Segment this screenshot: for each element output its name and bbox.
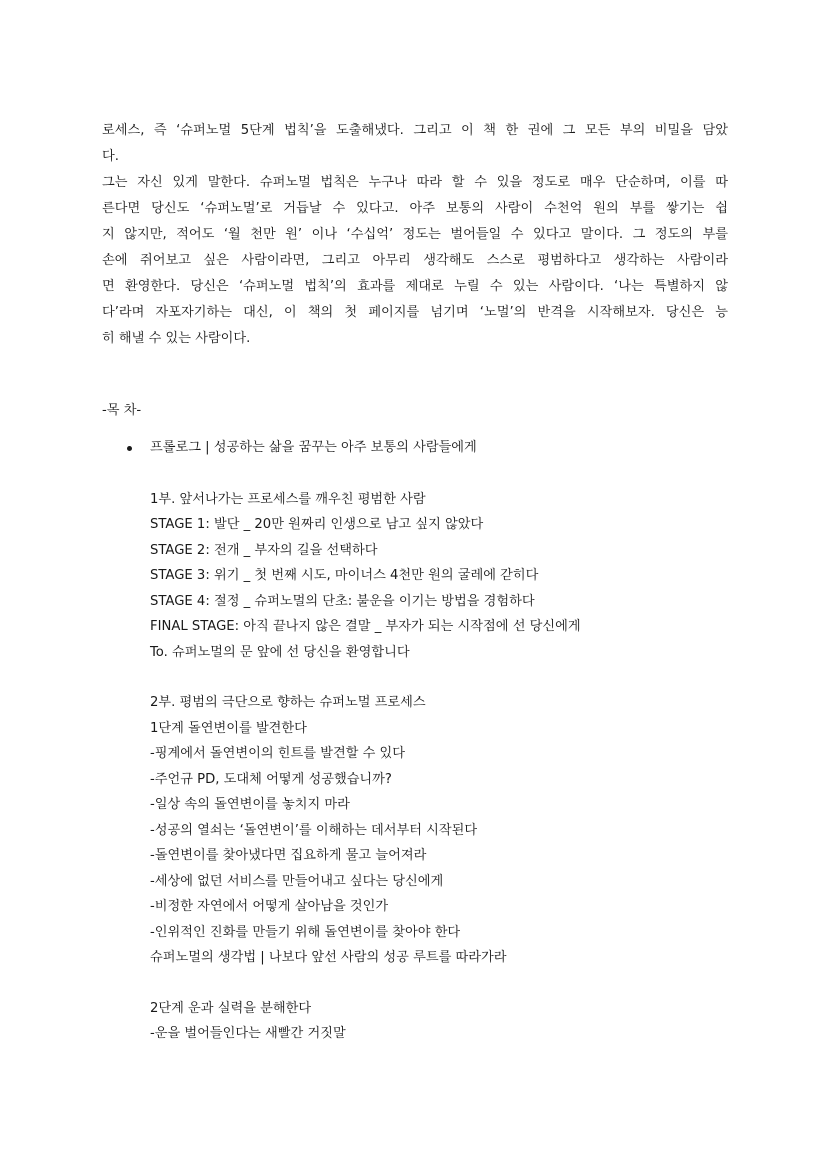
toc-entry: STAGE 4: 절정 _ 슈퍼노멀의 단초: 불운을 이기는 방법을 경험하다 [150,594,535,609]
toc-part-heading: 2부. 평범의 극단으로 향하는 슈퍼노멀 프로세스 [150,695,426,710]
toc-entry: STAGE 2: 전개 _ 부자의 길을 선택하다 [150,543,378,558]
paragraph-line: 그는 자신 있게 말한다. 슈퍼노멀 법칙은 누구나 따라 할 수 있을 정도로 매우 단순하며, 이를 따 [102,175,728,190]
bullet-icon [127,446,132,451]
paragraph-line: 히 해낼 수 있는 사람이다. [102,331,251,346]
paragraph-line: 른다면 당신도 ‘슈퍼노멀’로 거듭날 수 있다고. 아주 보통의 사람이 수천억 원의 부를 쌓기는 쉽 [102,201,728,216]
toc-prologue: 프롤로그 | 성공하는 삶을 꿈꾸는 아주 보통의 사람들에게 [150,440,477,455]
paragraph-line: 로세스, 즉 ‘슈퍼노멀 5단계 법칙’을 도출해냈다. 그리고 이 책 한 권에 그 모든 부의 비밀을 담았 [102,123,728,138]
toc-entry: -운을 벌어들인다는 새빨간 거짓말 [150,1026,346,1041]
toc-entry: -성공의 열쇠는 ‘돌연변이’를 이해하는 데서부터 시작된다 [150,823,478,838]
toc-entry: STAGE 3: 위기 _ 첫 번째 시도, 마이너스 4천만 원의 굴레에 갇히다 [150,568,539,583]
paragraph-line: 지 않지만, 적어도 ‘월 천만 원’ 이나 ‘수십억’ 정도는 벌어들일 수 있다고 말이다. 그 정도의 부를 [102,227,728,242]
paragraph-line: 손에 쥐어보고 싶은 사람이라면, 그리고 아무리 생각해도 스스로 평범하다고 생각하는 사람이라 [102,253,728,268]
toc-stage-heading: 2단계 운과 실력을 분해한다 [150,1001,312,1016]
paragraph-line: 면 환영한다. 당신은 ‘슈퍼노멀 법칙’의 효과를 제대로 누릴 수 있는 사람이다. ‘나는 특별하지 않 [102,279,728,294]
toc-entry: -인위적인 진화를 만들기 위해 돌연변이를 찾아야 한다 [150,925,461,940]
toc-title: -목 차- [102,403,142,418]
paragraph-line: 다’라며 자포자기하는 대신, 이 책의 첫 페이지를 넘기며 ‘노멀’의 반격을 시작해보자. 당신은 능 [102,305,728,320]
toc-entry: FINAL STAGE: 아직 끝나지 않은 결말 _ 부자가 되는 시작점에 선 당신에게 [150,619,581,634]
toc-stage-heading: 1단계 돌연변이를 발견한다 [150,721,307,736]
toc-entry: -주언규 PD, 도대체 어떻게 성공했습니까? [150,772,392,787]
toc-entry: -비정한 자연에서 어떻게 살아남을 것인가 [150,899,389,914]
toc-entry: To. 슈퍼노멀의 문 앞에 선 당신을 환영합니다 [150,645,410,660]
toc-entry: -일상 속의 돌연변이를 놓치지 마라 [150,797,350,812]
toc-entry: -핑계에서 돌연변이의 힌트를 발견할 수 있다 [150,746,406,761]
toc-entry: -세상에 없던 서비스를 만들어내고 싶다는 당신에게 [150,874,444,889]
toc-entry: -돌연변이를 찾아냈다면 집요하게 물고 늘어져라 [150,848,427,863]
paragraph-line: 다. [102,149,119,164]
toc-entry: STAGE 1: 발단 _ 20만 원짜리 인생으로 남고 싶지 않았다 [150,517,484,532]
toc-entry: 슈퍼노멀의 생각법 | 나보다 앞선 사람의 성공 루트를 따라가라 [150,950,507,965]
toc-part-heading: 1부. 앞서나가는 프로세스를 깨우친 평범한 사람 [150,492,426,507]
